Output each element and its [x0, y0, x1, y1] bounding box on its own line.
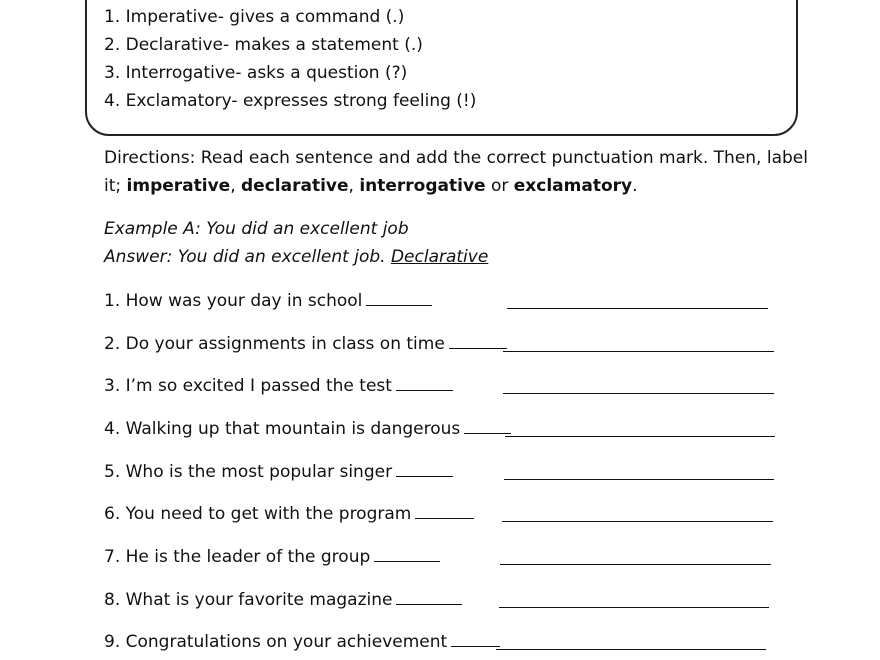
punctuation-blank[interactable] — [396, 374, 453, 391]
question-text: 2. Do your assignments in class on time — [104, 334, 445, 354]
question-text: 1. How was your day in school — [104, 291, 363, 311]
question-text: 7. He is the leader of the group — [104, 547, 371, 567]
question-text: 8. What is your favorite magazine — [104, 590, 393, 610]
punctuation-blank[interactable] — [366, 289, 432, 306]
question-row — [104, 374, 453, 397]
label-answer-line[interactable] — [502, 521, 773, 522]
punctuation-blank[interactable] — [449, 332, 507, 349]
directions-sep-1: , — [230, 176, 242, 196]
question-row — [104, 289, 432, 312]
label-answer-line[interactable] — [503, 351, 774, 352]
example-answer-label: Declarative — [390, 247, 489, 267]
directions-sep-2: , — [348, 176, 360, 196]
question-row — [104, 460, 453, 483]
punctuation-blank[interactable] — [451, 630, 500, 647]
question-row — [104, 502, 474, 525]
question-text: 3. I’m so excited I passed the test — [104, 376, 392, 396]
question-text: 9. Congratulations on your achievement — [104, 632, 448, 652]
label-answer-line[interactable] — [505, 436, 775, 437]
sentence-type-1: 1. Imperative- gives a command (.) — [104, 7, 405, 27]
directions-prefix: it; — [104, 176, 127, 196]
label-answer-line[interactable] — [507, 308, 768, 309]
question-text: 4. Walking up that mountain is dangerous — [104, 419, 461, 439]
punctuation-blank[interactable] — [396, 460, 453, 477]
label-answer-line[interactable] — [500, 564, 771, 565]
label-answer-line[interactable] — [496, 649, 766, 650]
term-declarative: declarative — [241, 176, 349, 196]
directions-sep-3: or — [485, 176, 514, 196]
term-imperative: imperative — [126, 176, 231, 196]
directions-line-2 — [104, 175, 638, 197]
example-answer — [104, 246, 488, 268]
example-line: Example A: You did an excellent job — [104, 219, 409, 239]
punctuation-blank[interactable] — [415, 502, 474, 519]
directions-end: . — [632, 176, 638, 196]
label-answer-line[interactable] — [503, 393, 774, 394]
example-answer-prefix: Answer: You did an excellent job. — [104, 247, 391, 267]
sentence-type-2: 2. Declarative- makes a statement (.) — [104, 35, 423, 55]
question-text: 5. Who is the most popular singer — [104, 462, 393, 482]
punctuation-blank[interactable] — [464, 417, 511, 434]
punctuation-blank[interactable] — [374, 545, 440, 562]
sentence-type-4: 4. Exclamatory- expresses strong feeling (!) — [104, 91, 477, 111]
term-interrogative: interrogative — [359, 176, 486, 196]
label-answer-line[interactable] — [504, 479, 774, 480]
question-row — [104, 545, 440, 568]
question-row — [104, 588, 462, 611]
term-exclamatory: exclamatory — [513, 176, 633, 196]
label-answer-line[interactable] — [499, 607, 769, 608]
question-row — [104, 417, 511, 440]
sentence-type-3: 3. Interrogative- asks a question (?) — [104, 63, 408, 83]
question-text: 6. You need to get with the program — [104, 504, 412, 524]
question-row — [104, 630, 500, 653]
punctuation-blank[interactable] — [396, 588, 462, 605]
question-row — [104, 332, 507, 355]
directions-line-1: Directions: Read each sentence and add the correct punctuation mark. Then, label — [104, 148, 808, 168]
